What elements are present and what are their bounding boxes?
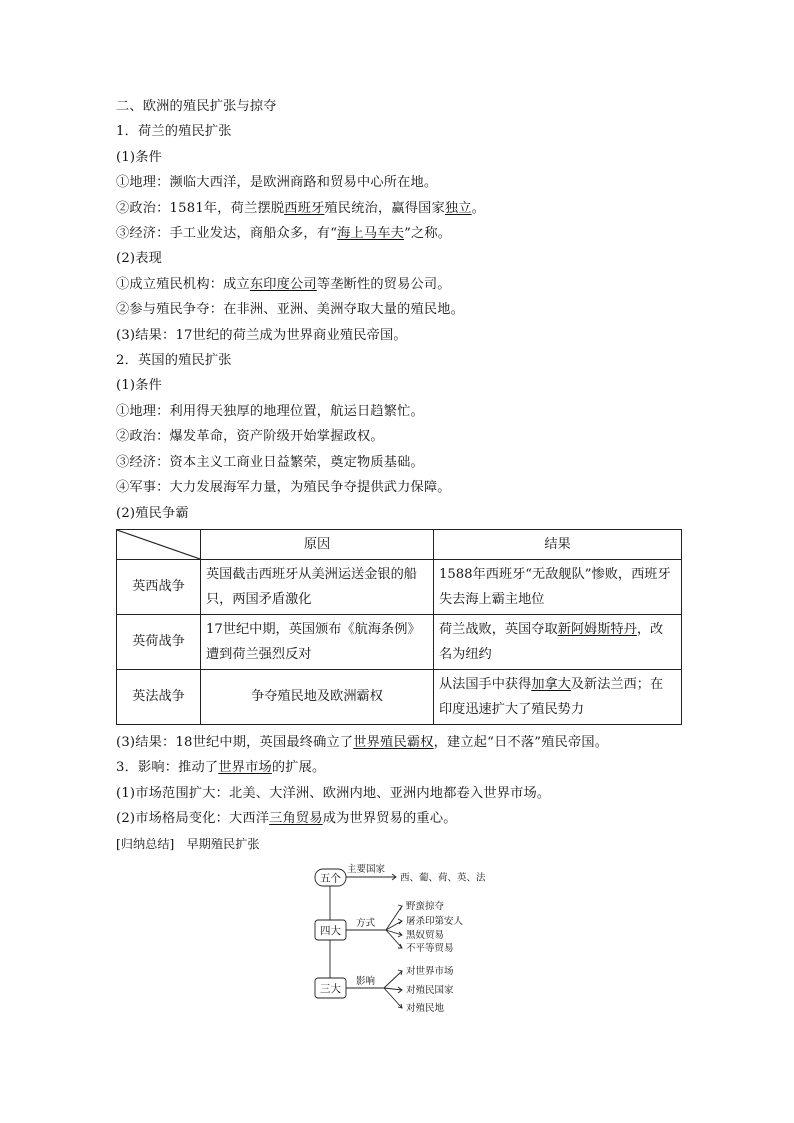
mindmap-leaf: 对殖民国家 <box>406 985 454 996</box>
netherlands-politics <box>116 196 682 221</box>
mindmap-svg <box>310 860 510 1020</box>
netherlands-performance-1 <box>116 272 682 297</box>
britain-military: ④军事：大力发展海军力量，为殖民争夺提供武力保障。 <box>116 480 451 496</box>
netherlands-heading: 1．荷兰的殖民扩张 <box>116 124 232 140</box>
netherlands-performance-heading: (2)表现 <box>116 251 163 267</box>
war-cause: 英国截击西班牙从美洲运送金银的船只，两国矛盾激化 <box>201 559 434 614</box>
table-row <box>117 614 682 669</box>
britain-hegemony-heading: (2)殖民争霸 <box>116 505 189 521</box>
answer-underline: 加拿大 <box>531 676 571 692</box>
mindmap-leaf: 不平等贸易 <box>406 943 454 954</box>
text-span: 及新法兰西；在印度迅速扩大了殖民势力 <box>439 676 664 717</box>
summary-title: [归纳总结] 早期殖民扩张 <box>116 836 260 851</box>
netherlands-economy <box>116 221 682 246</box>
mindmap-leaf: 野蛮掠夺 <box>406 901 445 912</box>
war-result <box>434 559 682 614</box>
text-span: 成为世界贸易的重心。 <box>322 811 457 827</box>
mindmap-diagram <box>310 860 510 1020</box>
colonial-wars-table <box>116 529 682 725</box>
mindmap-node-1: 五个 <box>320 872 341 885</box>
text-span: (3)结果：18世纪中期，英国最终确立了 <box>116 734 354 750</box>
text-span: ，建立起“日不落”殖民帝国。 <box>433 734 609 750</box>
table-row <box>117 559 682 614</box>
answer-underline: 东印度公司 <box>249 276 317 292</box>
diagonal-header-cell <box>117 529 201 559</box>
war-name: 英西战争 <box>117 559 201 614</box>
text-span: 3．影响：推动了 <box>116 760 219 776</box>
answer-underline: 世界殖民霸权 <box>353 734 434 750</box>
netherlands-performance-2: ②参与殖民争夺：在非洲、亚洲、美洲夺取大量的殖民地。 <box>116 302 465 318</box>
table-header-row <box>117 529 682 559</box>
britain-economy: ③经济：资本主义工商业日益繁荣，奠定物质基础。 <box>116 454 424 470</box>
mindmap-label-3: 影响 <box>356 976 376 987</box>
war-result <box>434 669 682 724</box>
britain-conditions-heading: (1)条件 <box>116 378 163 394</box>
answer-underline: 世界市场 <box>218 760 272 776</box>
mindmap-leaf: 对世界市场 <box>406 966 454 977</box>
answer-underline: 海上马车夫 <box>337 226 405 242</box>
impact-heading <box>116 755 682 780</box>
mindmap-leaf: 西、葡、荷、英、法 <box>400 872 486 884</box>
mindmap-leaf: 屠杀印第安人 <box>406 916 464 927</box>
mindmap-label-1: 主要国家 <box>347 864 386 875</box>
mindmap-label-2: 方式 <box>356 918 376 929</box>
answer-underline: 独立 <box>444 200 472 216</box>
section-title: 二、欧洲的殖民扩张与掠夺 <box>116 99 277 114</box>
text-span: 的扩展。 <box>271 760 326 776</box>
britain-result <box>116 730 682 755</box>
text-span: 等垄断性的贸易公司。 <box>316 276 451 292</box>
britain-heading: 2．英国的殖民扩张 <box>116 353 232 369</box>
netherlands-result: (3)结果：17世纪的荷兰成为世界商业殖民帝国。 <box>116 327 407 343</box>
answer-underline: 三角贸易 <box>269 811 323 827</box>
answer-underline: 西班牙 <box>284 200 325 216</box>
mindmap-node-2: 四大 <box>320 925 341 937</box>
answer-underline: 新阿姆斯特丹 <box>557 621 637 637</box>
text-span: 1588年西班牙“无敌舰队”惨败，西班牙失去海上霸主地位 <box>439 566 671 607</box>
impact-pattern <box>116 806 682 831</box>
header-cause: 原因 <box>201 529 434 559</box>
text-span: ①成立殖民机构：成立 <box>116 276 250 292</box>
netherlands-geography: ①地理：濒临大西洋，是欧洲商路和贸易中心所在地。 <box>116 175 438 191</box>
war-cause: 17世纪中期，英国颁布《航海条例》遭到荷兰强烈反对 <box>201 614 434 669</box>
war-cause: 争夺殖民地及欧洲霸权 <box>201 669 434 724</box>
header-result: 结果 <box>434 529 682 559</box>
document-page <box>116 94 682 856</box>
war-name: 英法战争 <box>117 669 201 724</box>
netherlands-conditions-heading: (1)条件 <box>116 149 163 165</box>
text-span: ”之称。 <box>404 226 452 242</box>
text-span: 。 <box>471 200 486 216</box>
text-span: ③经济：手工业发达，商船众多，有“ <box>116 226 338 242</box>
war-name: 英荷战争 <box>117 614 201 669</box>
britain-politics: ②政治：爆发革命，资产阶级开始掌握政权。 <box>116 429 384 445</box>
text-span: 殖民统治，赢得国家 <box>324 200 445 216</box>
britain-geography: ①地理：利用得天独厚的地理位置，航运日趋繁忙。 <box>116 403 424 419</box>
text-span: 从法国手中获得 <box>439 676 532 692</box>
text-span: ②政治：1581年，荷兰摆脱 <box>116 200 285 216</box>
text-span: 荷兰战败，英国夺取 <box>439 621 558 637</box>
mindmap-leaf: 黑奴贸易 <box>406 930 445 941</box>
text-span: ，改名为纽约 <box>439 621 664 662</box>
table-row <box>117 669 682 724</box>
mindmap-leaf: 对殖民地 <box>406 1003 445 1014</box>
impact-scope: (1)市场范围扩大：北美、大洋洲、欧洲内地、亚洲内地都卷入世界市场。 <box>116 785 551 801</box>
mindmap-node-3: 三大 <box>320 983 341 995</box>
text-span: (2)市场格局变化：大西洋 <box>116 811 270 827</box>
war-result <box>434 614 682 669</box>
